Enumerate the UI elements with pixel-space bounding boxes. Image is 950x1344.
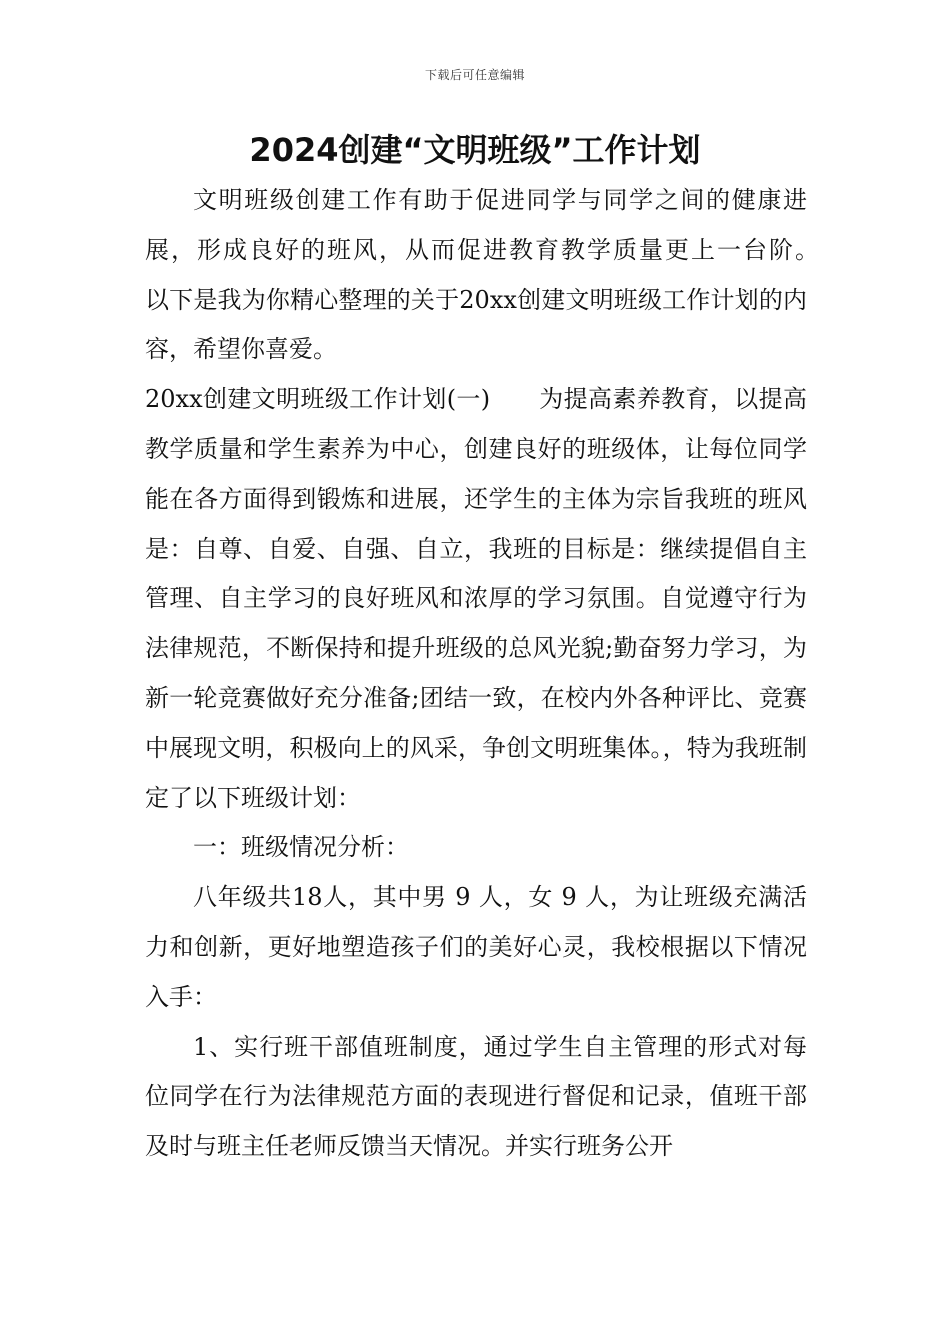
intro-paragraph: 文明班级创建工作有助于促进同学与同学之间的健康进展，形成良好的班风，从而促进教育教学质量更上一台阶。 以下是我为你精心整理的关于20xx创建文明班级工作计划的内容，希望你喜爱。 (145, 186, 839, 364)
class-situation-paragraph: 八年级共18人，其中男 9 人，女 9 人，为让班级充满活力和创新，更好地塑造孩子们的美好心灵，我校根据以下情况入手： (145, 883, 807, 1011)
header-note: 下载后可任意编辑 (424, 68, 525, 82)
plan-one-paragraph: 20xx创建文明班级工作计划(一) 为提高素养教育，以提高教学质量和学生素养为中心，创建良好的班级体，让每位同学能在各方面得到锻炼和进展，还学生的主体为宗旨我班的班风是：自尊、自爱、自强、自立，我班的目标是：继续提倡自主管理、自主学习的良好班风和浓厚的学习氛围。自觉遵守行为法律规范，不断保持和提升班级的总风光貌;勤奋努力学习，为新一轮竞赛做好充分准备;团结一致，在校内外各种评比、竞赛中展现文明，积极向上的风采，争创文明班集体。，特为我班制定了以下班级计划： (145, 385, 807, 812)
section-heading: 一：班级情况分析： (193, 833, 409, 862)
document-body (145, 176, 839, 1172)
item-one-paragraph: 1、实行班干部值班制度，通过学生自主管理的形式对每位同学在行为法律规范方面的表现进行督促和记录，值班干部及时与班主任老师反馈当天情况。并实行班务公开 (145, 1032, 807, 1161)
document-title: 2024创建“文明班级”工作计划 (249, 131, 701, 169)
